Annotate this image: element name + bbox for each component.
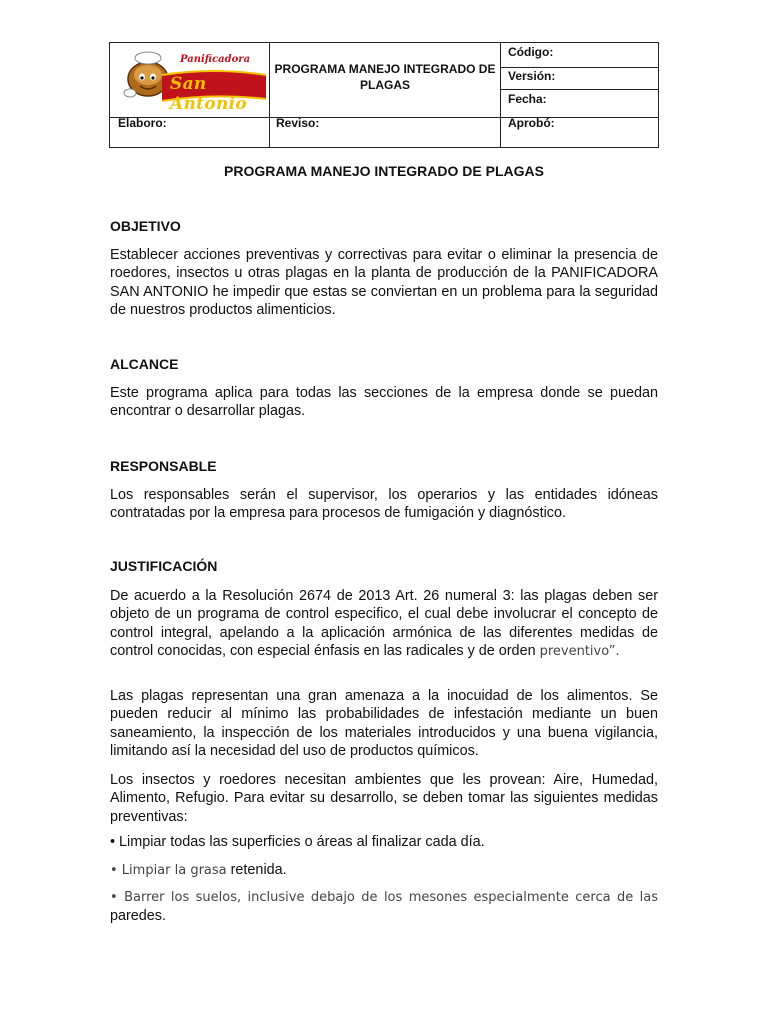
- paragraph-justificacion-1-text: De acuerdo a la Resolución 2674 de 2013 Art. 26 numeral 3: las plagas deben ser objeto de un programa de control especifico, el cual debe involucrar el concepto de control integral, apelando a la aplicación armónica de las diferentes medidas de control conocidas, con especial énfasis en las radicales y de orden: [110, 588, 658, 660]
- header-divider: [269, 43, 270, 117]
- codigo-label: Código:: [508, 45, 554, 59]
- header-divider: [500, 89, 658, 90]
- paragraph-responsable: Los responsables serán el supervisor, los operarios y las entidades idóneas contratadas por la empresa para procesos de fumigación y diagnóstico.: [110, 487, 658, 522]
- bullet-item-limpiar-grasa: [110, 861, 658, 880]
- section-heading-alcance: ALCANCE: [110, 356, 179, 372]
- version-label: Versión:: [508, 69, 556, 83]
- paragraph-justificacion-3: Los insectos y roedores necesitan ambientes que les provean: Aire, Humedad, Alimento, Refugio. Para evitar su desarrollo, se deben tomar las siguientes medidas preventivas:: [110, 772, 658, 825]
- fecha-label: Fecha:: [508, 92, 547, 106]
- aprobo-label: Aprobó:: [508, 116, 555, 130]
- header-divider: [269, 117, 270, 147]
- bullet-item-limpiar-grasa-b: retenida.: [226, 862, 287, 878]
- paragraph-justificacion-1-tail: preventivo”.: [539, 644, 620, 660]
- document-title: PROGRAMA MANEJO INTEGRADO DE PLAGAS: [224, 163, 544, 179]
- header-divider: [110, 117, 658, 118]
- header-divider: [500, 43, 501, 147]
- bullet-item-limpiar-superficies: • Limpiar todas las superficies o áreas al finalizar cada día.: [110, 834, 485, 850]
- bullet-item-barrer-suelos: [110, 889, 658, 926]
- bullet-item-barrer-suelos-b: paredes.: [110, 908, 167, 925]
- paragraph-justificacion-2: Las plagas representan una gran amenaza a la inocuidad de los alimentos. Se pueden reducir al mínimo las probabilidades de infestación mediante un buen saneamiento, la inspección de los materiales introducidos y una buena vigilancia, limitando así la necesidad del uso de productos químicos.: [110, 688, 658, 760]
- bullet-item-limpiar-grasa-a: • Limpiar la grasa: [110, 863, 227, 878]
- reviso-label: Reviso:: [276, 116, 320, 130]
- header-title: PROGRAMA MANEJO INTEGRADO DE PLAGAS: [274, 62, 496, 92]
- paragraph-justificacion-1: [110, 587, 658, 662]
- section-heading-responsable: RESPONSABLE: [110, 458, 217, 474]
- header-divider: [500, 67, 658, 68]
- paragraph-objetivo: Establecer acciones preventivas y correctivas para evitar o eliminar la presencia de roedores, insectos u otras plagas en la planta de producción de la PANIFICADORA SAN ANTONIO he impedir que estas se conviertan en un problema para la seguridad de nuestros productos alimenticios.: [110, 247, 658, 319]
- section-heading-justificacion: JUSTIFICACIÓN: [110, 558, 218, 574]
- logo-script-text: Panificadora: [180, 54, 251, 65]
- bullet-item-barrer-suelos-a: • Barrer los suelos, inclusive debajo de los mesones especialmente cerca de las: [110, 890, 658, 905]
- section-heading-objetivo: OBJETIVO: [110, 218, 181, 234]
- logo-brand-text: San Antonio: [170, 74, 247, 114]
- paragraph-alcance: Este programa aplica para todas las secciones de la empresa donde se puedan encontrar o desarrollar plagas.: [110, 385, 658, 420]
- company-logo: [122, 49, 268, 114]
- elaboro-label: Elaboro:: [118, 116, 167, 130]
- document-header-table: [109, 42, 659, 148]
